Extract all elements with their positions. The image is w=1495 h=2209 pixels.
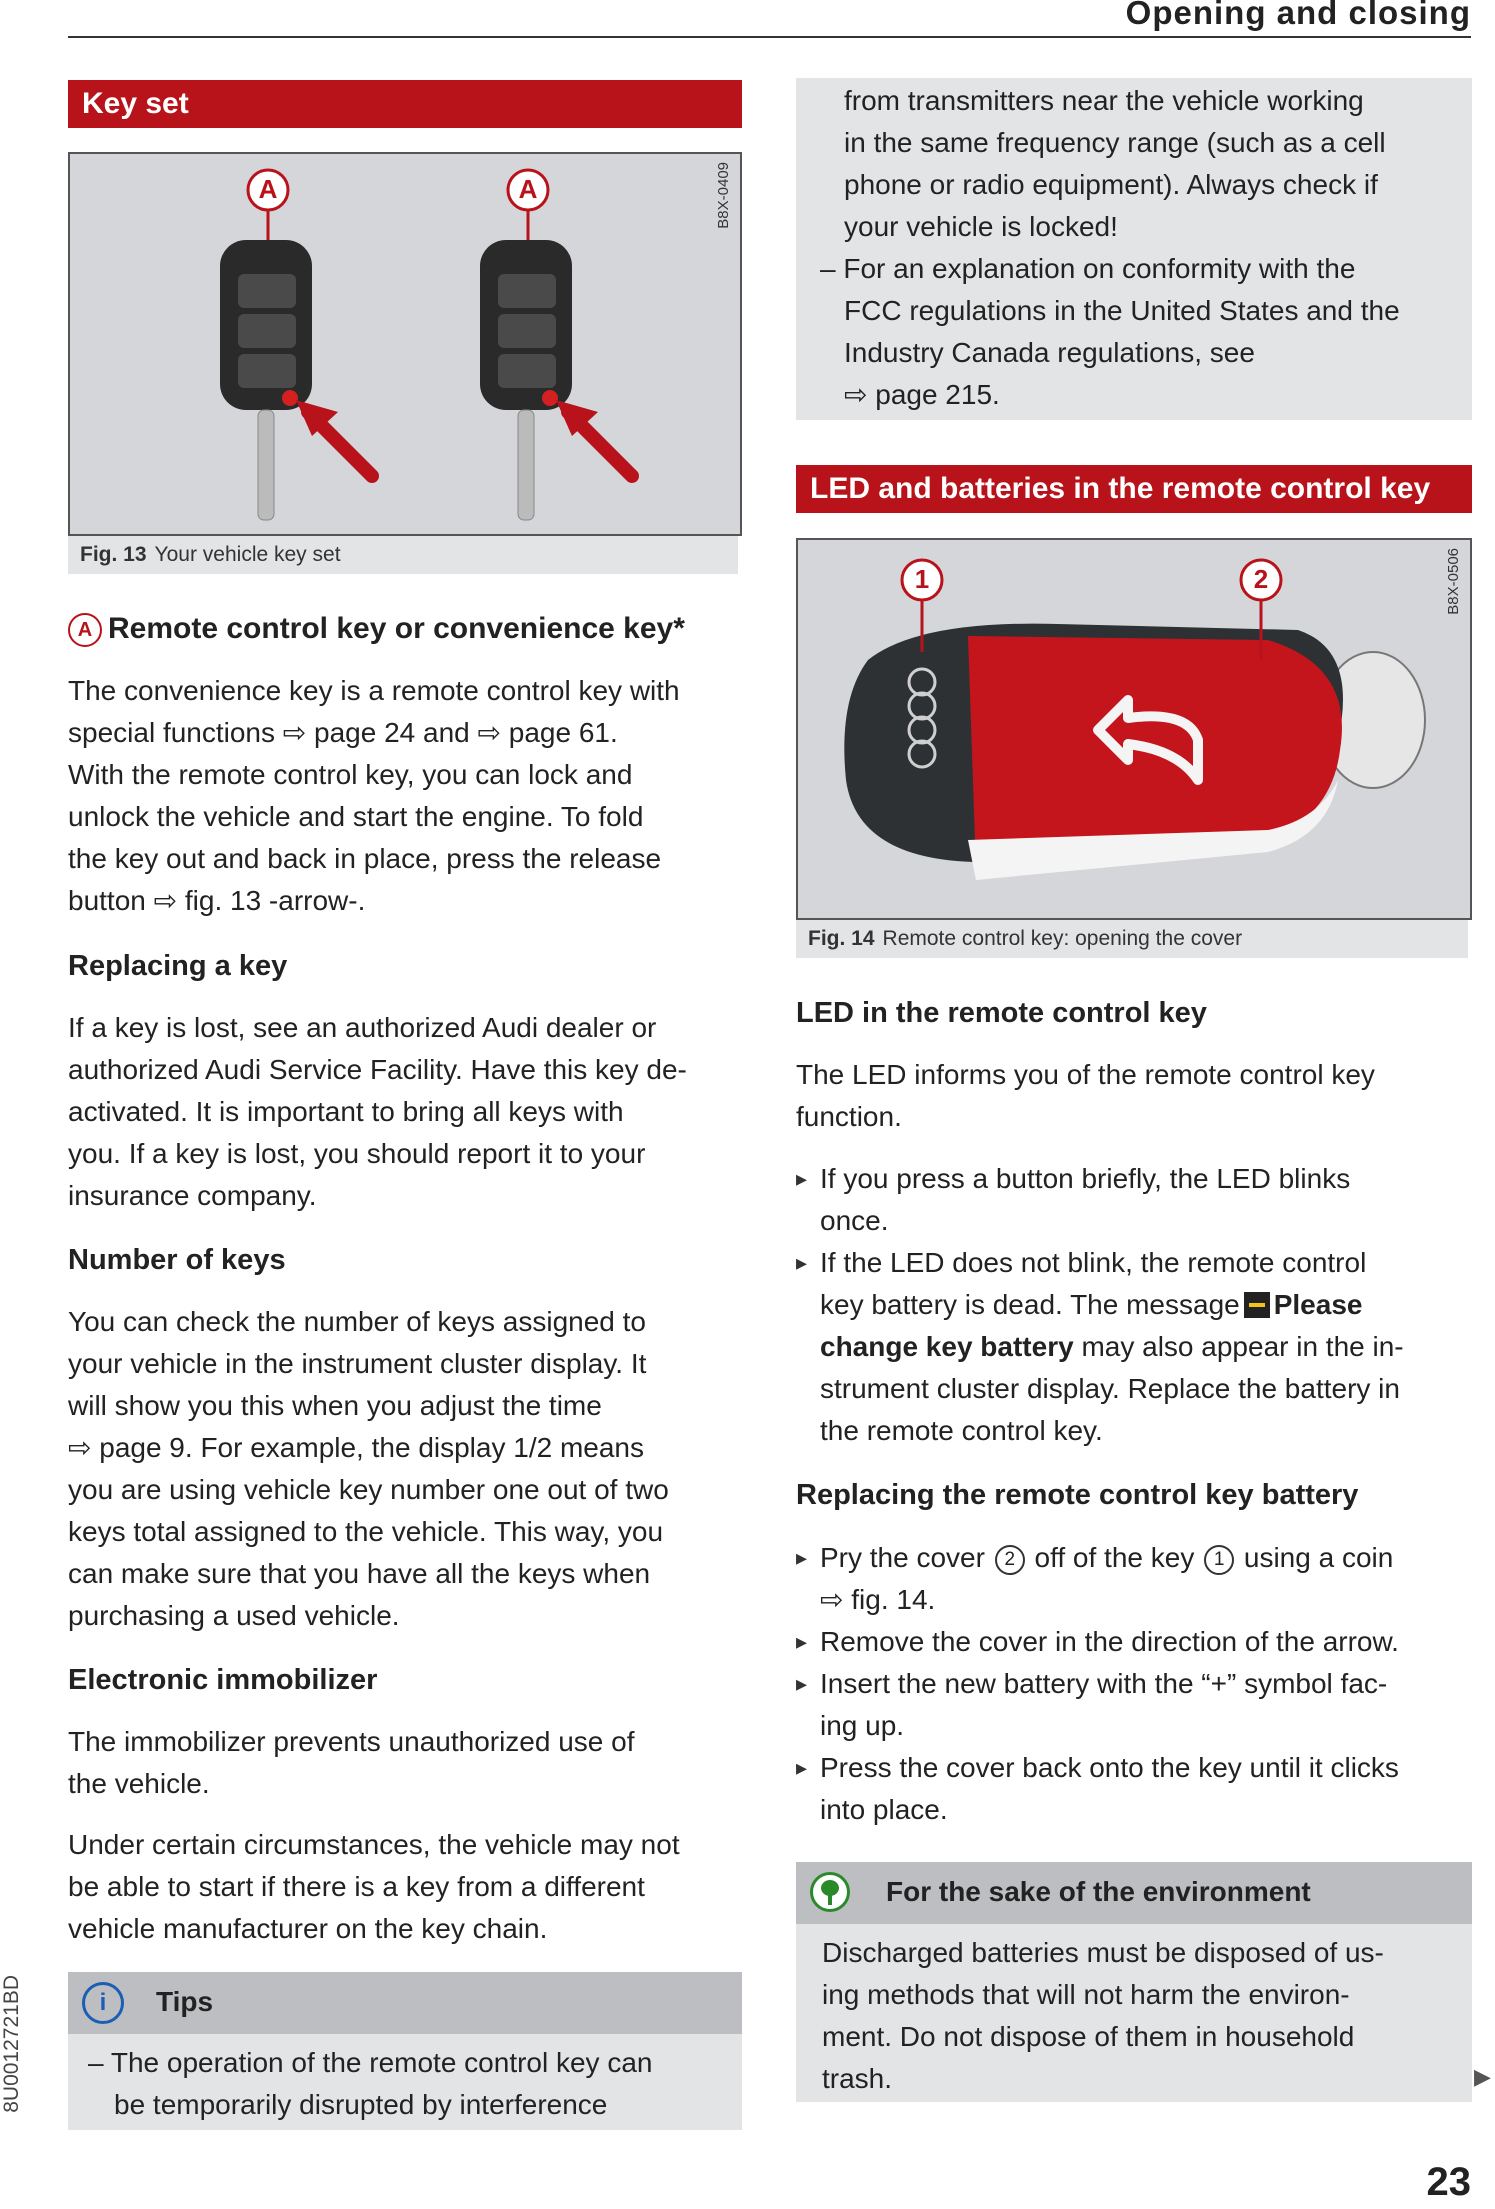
immobilizer-paragraph-2: [68, 1824, 748, 1950]
key-set-heading: Key set: [68, 80, 742, 128]
marker-2-icon: 2: [995, 1545, 1025, 1575]
marker-1-icon: 1: [1204, 1545, 1234, 1575]
tree-icon: [810, 1872, 850, 1912]
marker-a-icon: A: [68, 613, 102, 647]
text-line: The immobilizer prevents unauthorized use of: [68, 1726, 635, 1757]
immobilizer-paragraph-1: [68, 1721, 748, 1805]
text-span: may also appear in the in-: [1081, 1331, 1404, 1362]
text-line: once.: [820, 1205, 889, 1236]
text-line: If a key is lost, see an authorized Audi dealer or: [68, 1012, 657, 1043]
text-line: Under certain circumstances, the vehicle may not: [68, 1829, 680, 1860]
text-line: ing up.: [820, 1710, 905, 1741]
text-line: trash.: [822, 2063, 893, 2094]
fig14-caption-text: Remote control key: opening the cover: [882, 927, 1243, 950]
text-line: ⇨ page 9. For example, the display 1/2 means: [68, 1432, 644, 1463]
page-number: 23: [1426, 2160, 1471, 2204]
text-line: Industry Canada regulations, see: [844, 337, 1255, 368]
fig14-marker-2: 2: [1253, 564, 1269, 594]
text-line: FCC regulations in the United States and the: [844, 295, 1400, 326]
fig14-caption: [796, 920, 1468, 958]
text-line: authorized Audi Service Facility. Have this key de-: [68, 1054, 687, 1085]
text-line: The convenience key is a remote control key with: [68, 675, 680, 706]
text-line: ing methods that will not harm the environ-: [822, 1979, 1350, 2010]
text-line: the vehicle.: [68, 1768, 210, 1799]
text-line: activated. It is important to bring all keys with: [68, 1096, 624, 1127]
battery-bullet-2: [796, 1621, 1476, 1663]
text-line: strument cluster display. Replace the battery in: [820, 1373, 1400, 1404]
text-span: key battery is dead. The message: [820, 1289, 1240, 1320]
immobilizer-heading: Electronic immobilizer: [68, 1664, 378, 1696]
environment-header: [796, 1862, 1472, 1924]
tips-content: [68, 2034, 742, 2126]
replacing-key-paragraph: [68, 1007, 748, 1217]
text-line: – The operation of the remote control key can: [88, 2047, 653, 2078]
replace-battery-heading: Replacing the remote control key battery: [796, 1479, 1359, 1511]
remote-key-heading: [68, 612, 685, 647]
text-line: ▸ Press the cover back onto the key until it clicks: [820, 1752, 1399, 1783]
text-line: ▸ Remove the cover in the direction of the arrow.: [820, 1626, 1399, 1657]
fig14-label: Fig. 14: [808, 927, 875, 950]
continue-marker: ▶: [1474, 2064, 1491, 2089]
text-line: [820, 1284, 1476, 1326]
text-line: function.: [796, 1101, 902, 1132]
text-line: Discharged batteries must be disposed of us-: [822, 1937, 1384, 1968]
led-bullet-1: [796, 1158, 1476, 1242]
led-bullet-2: [796, 1242, 1476, 1452]
environment-heading: For the sake of the environment: [886, 1876, 1311, 1907]
number-of-keys-paragraph: [68, 1301, 748, 1637]
text-span: Pry the cover: [820, 1542, 985, 1573]
replacing-key-heading: Replacing a key: [68, 950, 288, 982]
key-set-illustration: [70, 154, 740, 534]
text-line: be able to start if there is a key from a different: [68, 1871, 645, 1902]
text-line: ment. Do not dispose of them in household: [822, 2021, 1355, 2052]
info-icon: i: [82, 1982, 124, 2024]
number-of-keys-heading: Number of keys: [68, 1244, 286, 1276]
text-line: purchasing a used vehicle.: [68, 1600, 400, 1631]
fig13-code: B8X-0409: [715, 162, 732, 229]
fig13-caption: [68, 536, 738, 574]
fig13-caption-text: Your vehicle key set: [154, 543, 341, 566]
text-line: ⇨ fig. 14.: [820, 1584, 936, 1615]
text-line: [820, 1537, 1476, 1579]
tips-header: [68, 1972, 742, 2034]
text-line: the key out and back in place, press the release: [68, 843, 662, 874]
text-line: vehicle manufacturer on the key chain.: [68, 1913, 548, 1944]
led-bullets: [796, 1158, 1476, 1452]
environment-box: [796, 1862, 1472, 2102]
text-line: unlock the vehicle and start the engine. To fold: [68, 801, 644, 832]
text-line: button ⇨ fig. 13 -arrow-.: [68, 885, 366, 916]
text-line: in the same frequency range (such as a cell: [844, 127, 1386, 158]
text-line: With the remote control key, you can lock and: [68, 759, 633, 790]
text-line: ▸ If the LED does not blink, the remote control: [820, 1247, 1367, 1278]
fig14-marker-1: 1: [914, 564, 930, 594]
text-line: can make sure that you have all the keys when: [68, 1558, 651, 1589]
battery-bullet-4: [796, 1747, 1476, 1831]
fig13-marker-a-left: A: [258, 174, 278, 204]
figure-14: [796, 538, 1472, 920]
replace-battery-bullets: [796, 1537, 1476, 1831]
text-line: keys total assigned to the vehicle. This way, you: [68, 1516, 664, 1547]
doc-code: 8U0012721BD: [0, 1975, 23, 2113]
key-battery-icon: [1244, 1292, 1270, 1318]
text-line: the remote control key.: [820, 1415, 1103, 1446]
message-text: change key battery: [820, 1331, 1074, 1362]
text-span: using a coin: [1243, 1542, 1394, 1573]
text-line: be temporarily disrupted by interference: [114, 2089, 608, 2120]
header-rule: [68, 36, 1471, 38]
text-line: – For an explanation on conformity with the: [820, 253, 1356, 284]
fig14-code: B8X-0506: [1445, 548, 1462, 615]
section-title: Opening and closing: [1125, 0, 1471, 31]
led-heading: LED in the remote control key: [796, 997, 1207, 1029]
text-line: your vehicle in the instrument cluster display. It: [68, 1348, 647, 1379]
text-line: insurance company.: [68, 1180, 317, 1211]
figure-13: [68, 152, 742, 536]
battery-bullet-1: [796, 1537, 1476, 1621]
text-line: into place.: [820, 1794, 948, 1825]
fig13-label: Fig. 13: [80, 543, 147, 566]
text-line: special functions ⇨ page 24 and ⇨ page 61.: [68, 717, 618, 748]
text-line: The LED informs you of the remote control key: [796, 1059, 1375, 1090]
text-line: will show you this when you adjust the time: [68, 1390, 602, 1421]
battery-bullet-3: [796, 1663, 1476, 1747]
text-line: you are using vehicle key number one out of two: [68, 1474, 669, 1505]
led-paragraph: [796, 1054, 1476, 1138]
remote-key-heading-text: Remote control key or convenience key*: [108, 612, 685, 645]
text-line: ▸ If you press a button briefly, the LED blinks: [820, 1163, 1351, 1194]
text-line: ⇨ page 215.: [844, 379, 1000, 410]
text-line: You can check the number of keys assigned to: [68, 1306, 646, 1337]
led-batteries-heading: LED and batteries in the remote control key: [796, 465, 1472, 513]
tips-heading: Tips: [156, 1986, 214, 2017]
text-line: your vehicle is locked!: [844, 211, 1118, 242]
text-line: you. If a key is lost, you should report it to your: [68, 1138, 646, 1169]
text-line: [820, 1326, 1476, 1368]
environment-content: [796, 1924, 1472, 2100]
text-line: phone or radio equipment). Always check if: [844, 169, 1378, 200]
text-span: off of the key: [1034, 1542, 1195, 1573]
remote-key-cover-illustration: [798, 540, 1470, 918]
tips-box: [68, 1972, 742, 2130]
tips-continued: [796, 78, 1472, 420]
text-line: ▸ Insert the new battery with the “+” symbol fac-: [820, 1668, 1388, 1699]
remote-key-paragraph: [68, 670, 748, 922]
fig13-marker-a-right: A: [518, 174, 538, 204]
text-line: from transmitters near the vehicle working: [844, 85, 1364, 116]
message-text: Please: [1273, 1289, 1363, 1320]
